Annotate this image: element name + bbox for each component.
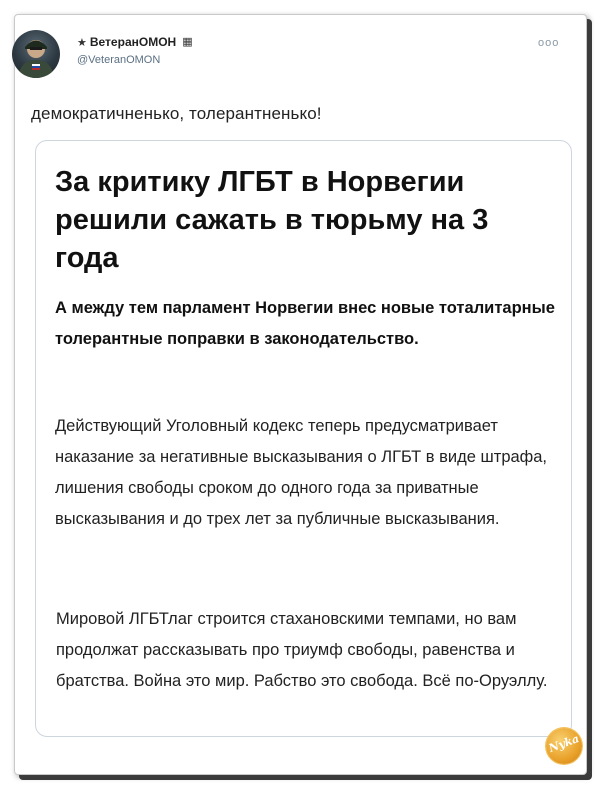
- display-name-line[interactable]: [77, 35, 193, 49]
- article-comment: Мировой ЛГБТлаг строится стахановскими темпами, но вам продолжат рассказывать про триумф свободы, равенства и братства. Война это мир. Рабство это свобода. Всё по-Оруэллу.: [56, 610, 548, 690]
- watermark-logo: [546, 728, 582, 764]
- tweet-text: демократичненько, толерантненько!: [31, 104, 322, 123]
- article-title: За критику ЛГБТ в Норвегии решили сажать в тюрьму на 3 года: [55, 166, 489, 274]
- embedded-article-card[interactable]: [35, 140, 572, 737]
- star-icon: ★: [77, 37, 87, 49]
- more-icon[interactable]: ooo: [538, 37, 560, 49]
- avatar-soldier-icon: [12, 30, 60, 78]
- flag-icon: ▦: [182, 36, 193, 48]
- display-name[interactable]: ВетеранОМОН: [89, 35, 177, 49]
- avatar[interactable]: [12, 30, 60, 78]
- article-body: Действующий Уголовный кодекс теперь предусматривает наказание за негативные высказывания о ЛГБТ в виде штрафа, лишения свободы сроком до одного года за приватные высказывания и до трех лет за публичные высказывания.: [55, 417, 548, 528]
- user-handle[interactable]: @VeteranOMON: [77, 54, 161, 66]
- article-lead: А между тем парламент Норвегии внес новые тоталитарные толерантные поправки в законодательство.: [55, 299, 555, 348]
- watermark-text: Nyka: [547, 732, 581, 755]
